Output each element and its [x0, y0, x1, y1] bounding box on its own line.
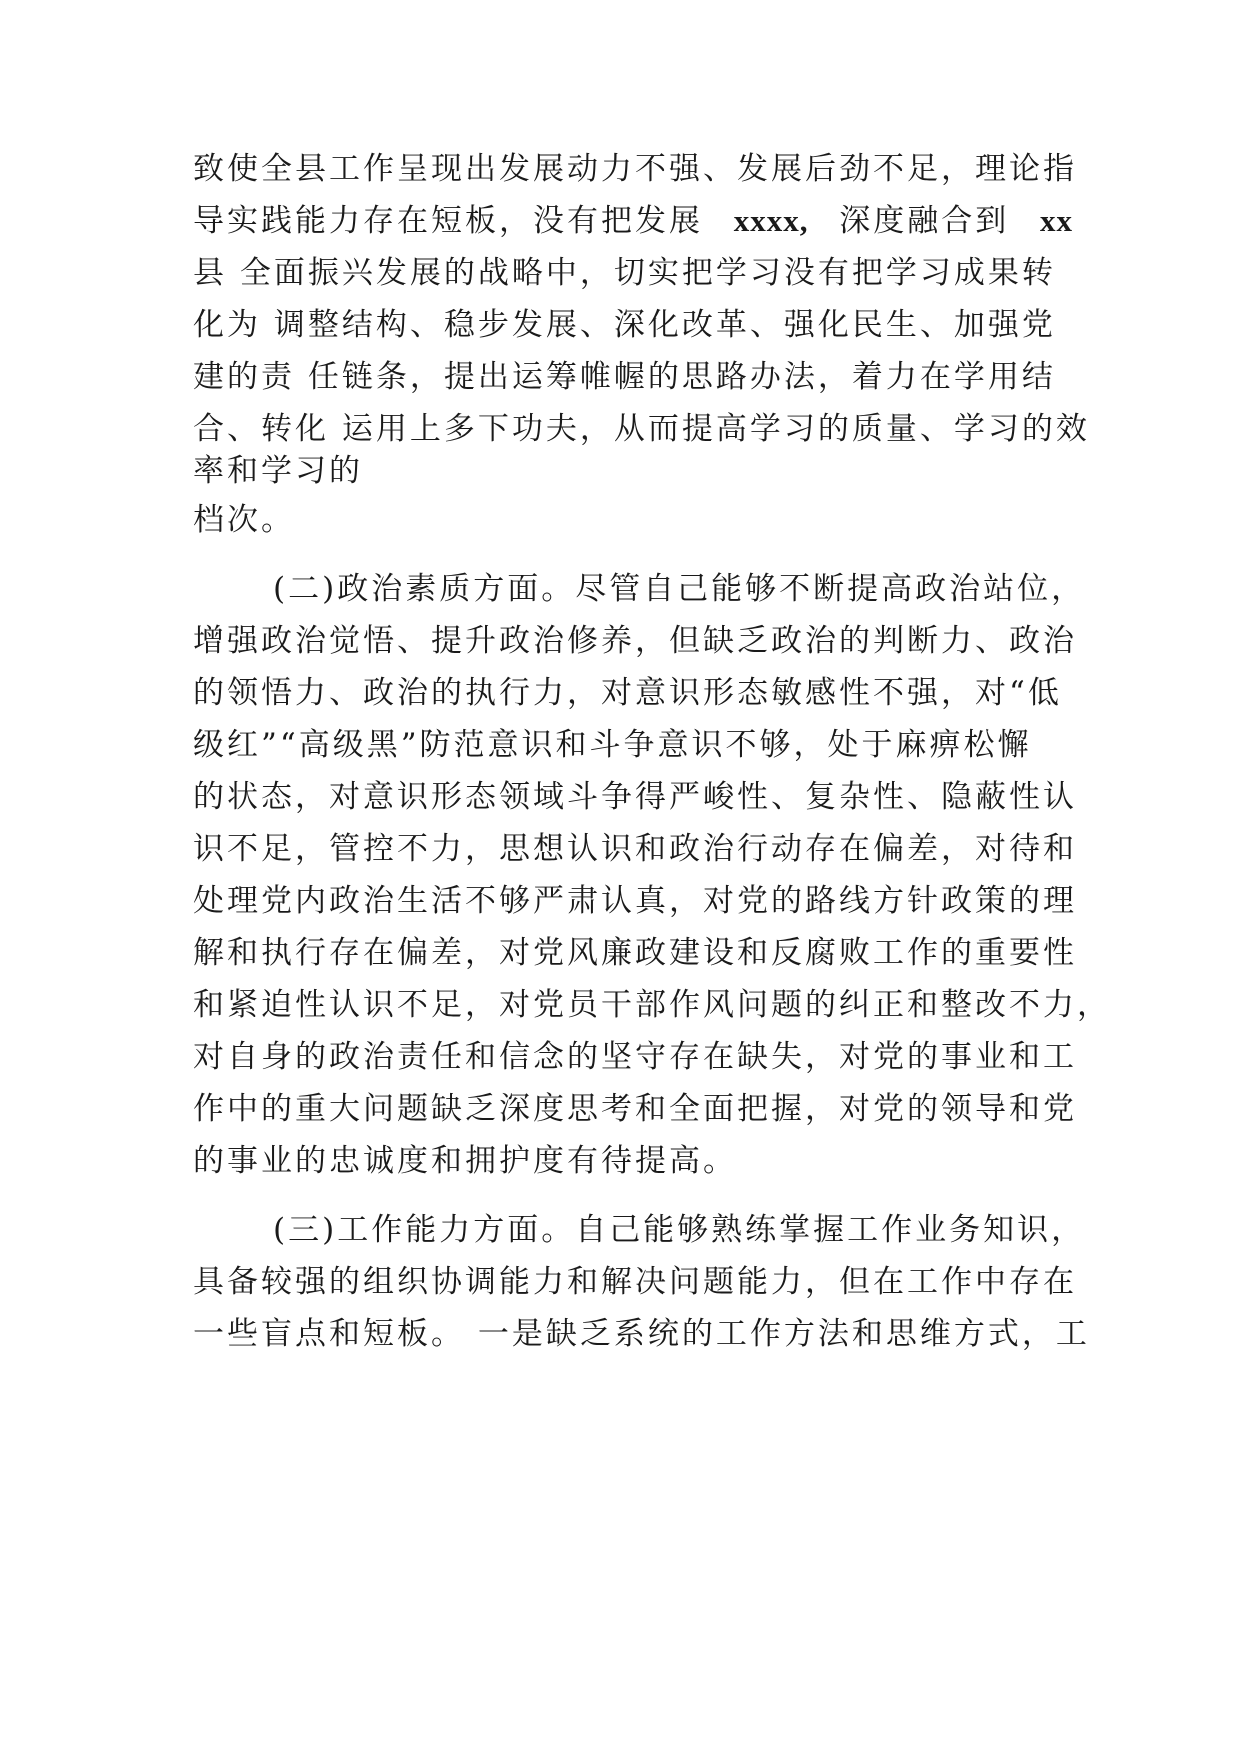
section-heading-line: (三)工作能力方面。自己能够熟练掌握工作业务知识， — [273, 1212, 1086, 1248]
text-line: 解和执行存在偏差，对党风廉政建设和反腐败工作的重要性 — [193, 935, 1077, 971]
text-line: 率和学习的 — [193, 453, 363, 489]
text-line — [193, 201, 1073, 241]
text-line: 作中的重大问题缺乏深度思考和全面把握，对党的领导和党 — [193, 1091, 1077, 1127]
text-line: 级红”“高级黑”防范意识和斗争意识不够，处于麻痹松懈 — [193, 727, 1032, 763]
text-line: 合、转化 运用上多下功夫，从而提高学习的质量、学习的效 — [193, 411, 1090, 447]
text-line: 的事业的忠诚度和拥护度有待提高。 — [193, 1143, 737, 1179]
text-line: 的状态，对意识形态领域斗争得严峻性、复杂性、隐蔽性认 — [193, 779, 1077, 815]
text-line: 致使全县工作呈现出发展动力不强、发展后劲不足，理论指 — [193, 151, 1077, 187]
text-line: 化为 调整结构、稳步发展、深化改革、强化民生、加强党 — [193, 307, 1056, 343]
placeholder-text: xxxx, — [733, 203, 809, 238]
text-line: 的领悟力、政治的执行力，对意识形态敏感性不强，对“低 — [193, 675, 1062, 711]
text-line: 识不足，管控不力，思想认识和政治行动存在偏差，对待和 — [193, 831, 1077, 867]
text-line: 档次。 — [193, 502, 295, 538]
text-line: 和紧迫性认识不足，对党员干部作风问题的纠正和整改不力， — [193, 987, 1111, 1023]
text-line: 建的责 任链条，提出运筹帷幄的思路办法，着力在学用结 — [193, 359, 1056, 395]
text-line: 一些盲点和短板。 一是缺乏系统的工作方法和思维方式，工 — [193, 1316, 1090, 1352]
text-line: 县 全面振兴发展的战略中，切实把学习没有把学习成果转 — [193, 255, 1056, 291]
text-line: 增强政治觉悟、提升政治修养，但缺乏政治的判断力、政治 — [193, 623, 1077, 659]
text-line: 处理党内政治生活不够严肃认真，对党的路线方针政策的理 — [193, 883, 1077, 919]
section-heading-line: (二)政治素质方面。尽管自己能够不断提高政治站位， — [273, 571, 1086, 607]
text-segment: 深度融合到 — [839, 203, 1010, 239]
placeholder-text: xx — [1040, 203, 1073, 238]
text-line: 具备较强的组织协调能力和解决问题能力，但在工作中存在 — [193, 1264, 1077, 1300]
text-segment: 导实践能力存在短板，没有把发展 — [193, 203, 703, 239]
text-line: 对自身的政治责任和信念的坚守存在缺失，对党的事业和工 — [193, 1039, 1077, 1075]
